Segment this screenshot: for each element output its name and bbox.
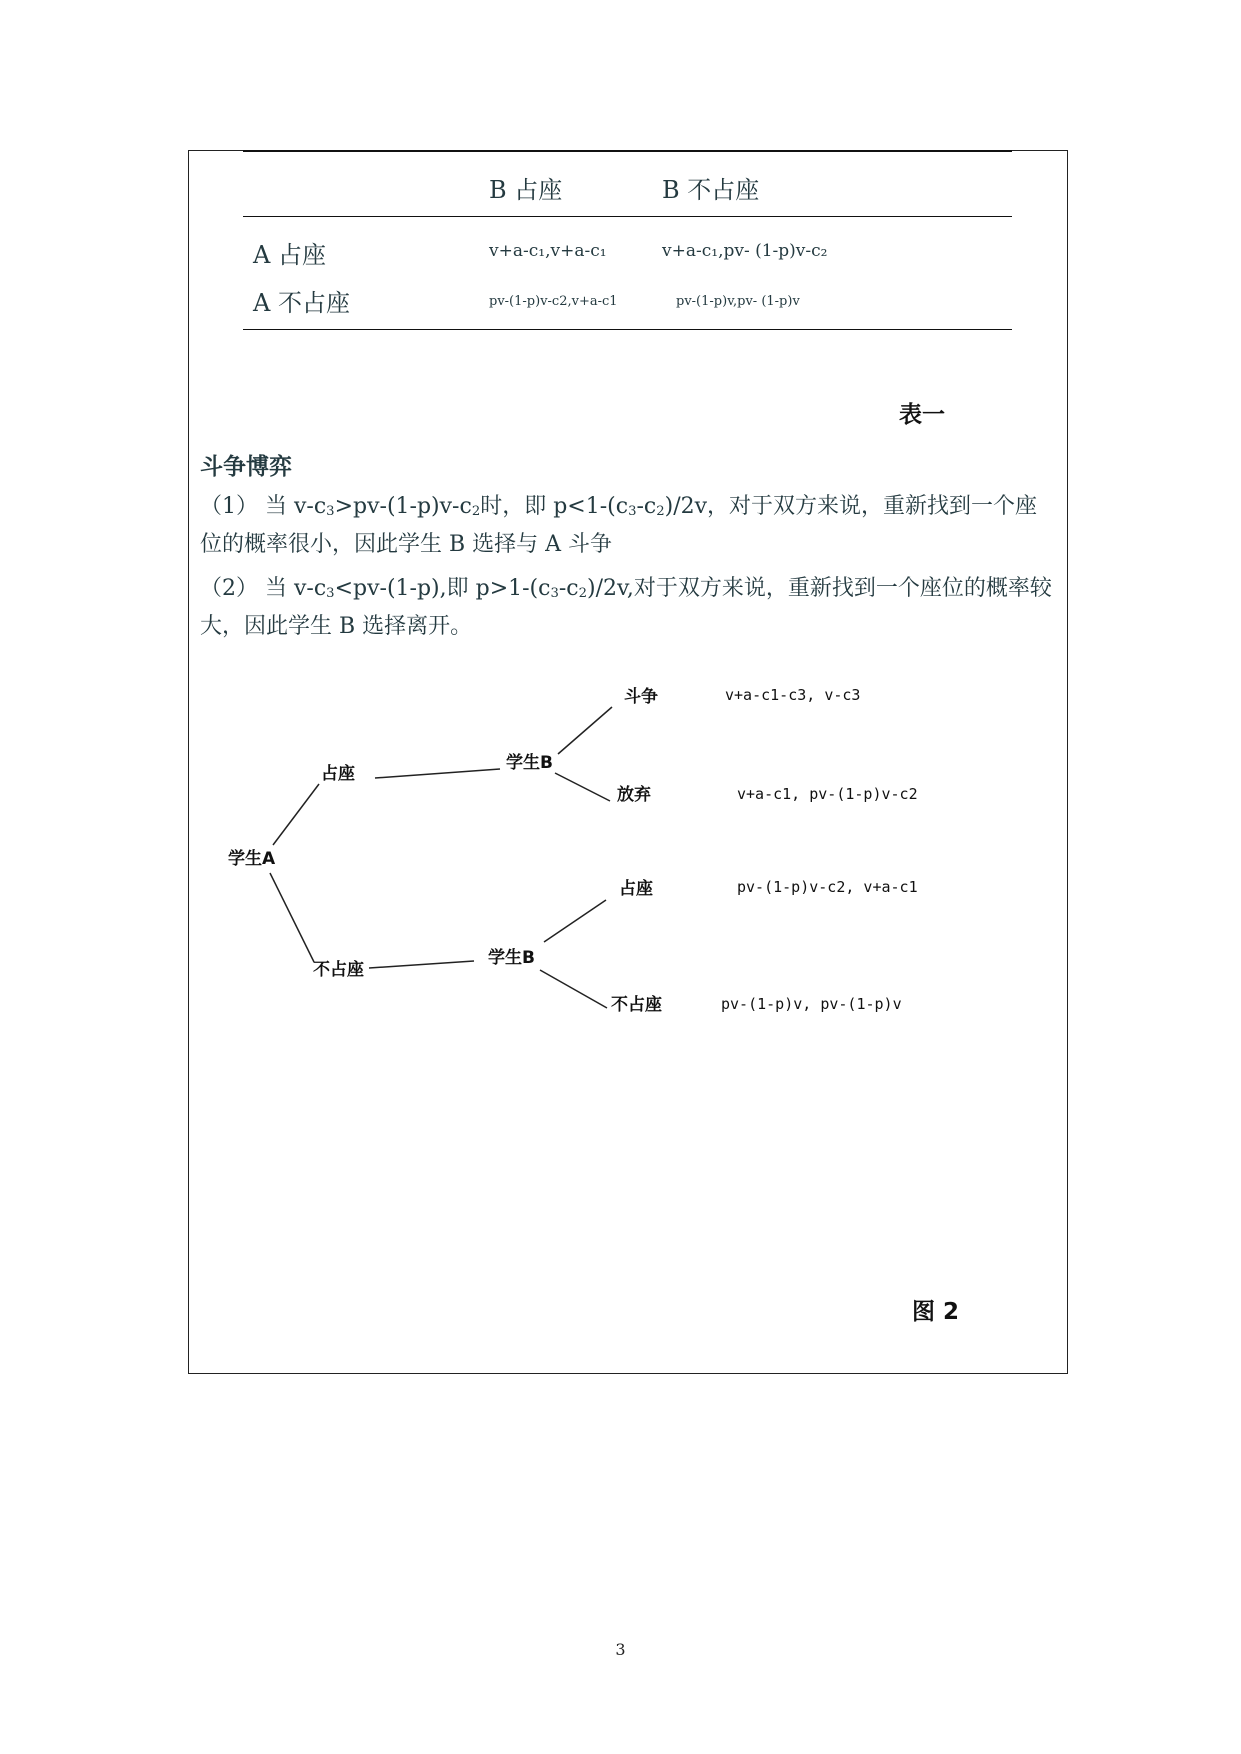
para1-mid2: 时，即 p<1-(c <box>480 494 629 519</box>
leaf-fight: 斗争 <box>624 687 658 707</box>
row-label-a-take: A 占座 <box>253 241 326 269</box>
para1-sub-d: 2 <box>656 504 665 519</box>
col-header-b-take: B 占座 <box>489 176 563 204</box>
content-frame <box>188 150 1068 1374</box>
cell-a-notake-b-take: pv-(1-p)v-c2,v+a-c1 <box>489 294 618 309</box>
para1-prefix: （1） 当 v-c <box>200 494 327 519</box>
para2-rest: )/2v,对于双方来说，重新找到一个座位的概率较大，因此学生 B 选择离开。 <box>200 576 1052 639</box>
table-bottom-rule <box>243 329 1012 330</box>
node-a-take: 占座 <box>321 764 355 784</box>
para1-sub-a: 3 <box>326 504 335 519</box>
payoff-fight: v+a-c1-c3, v-c3 <box>725 686 861 704</box>
para2-mid1: <pv-(1-p),即 p>1-(c <box>334 576 551 601</box>
paragraph-2 <box>200 572 1052 643</box>
row-label-a-notake: A 不占座 <box>253 289 350 317</box>
para1-mid1: >pv-(1-p)v-c <box>334 494 472 519</box>
para1-sub-b: 2 <box>471 504 481 519</box>
node-root: 学生A <box>228 849 276 869</box>
cell-a-take-b-notake: v+a-c₁,pv- (1-p)v-c₂ <box>662 241 828 261</box>
node-a-notake: 不占座 <box>313 960 364 980</box>
leaf-take: 占座 <box>619 879 653 899</box>
para1-sub-c: 3 <box>628 504 637 519</box>
page-number: 3 <box>615 1640 626 1659</box>
node-b-bottom: 学生B <box>488 948 535 968</box>
para2-sub-a: 3 <box>326 586 335 601</box>
leaf-give: 放弃 <box>617 785 651 805</box>
cell-a-notake-b-notake: pv-(1-p)v,pv- (1-p)v <box>676 294 800 309</box>
table-caption: 表一 <box>899 402 945 428</box>
figure-caption: 图 2 <box>912 1299 960 1325</box>
leaf-notake: 不占座 <box>611 995 662 1015</box>
payoff-notake: pv-(1-p)v, pv-(1-p)v <box>721 995 902 1013</box>
cell-a-take-b-take: v+a-c₁,v+a-c₁ <box>489 241 607 261</box>
payoff-take: pv-(1-p)v-c2, v+a-c1 <box>737 878 918 896</box>
para2-sub-b: 3 <box>550 586 559 601</box>
para1-rest: )/2v，对于双方来说，重新找到一个座位的概率很小，因此学生 B 选择与 A 斗争 <box>200 494 1038 557</box>
table-top-rule <box>243 150 1012 152</box>
para2-sub-c: 2 <box>578 586 588 601</box>
para2-prefix: （2） 当 v-c <box>200 576 327 601</box>
payoff-give: v+a-c1, pv-(1-p)v-c2 <box>737 785 918 803</box>
paragraph-1 <box>200 490 1052 561</box>
section-heading: 斗争博弈 <box>200 454 292 480</box>
para1-mid3: -c <box>636 494 657 519</box>
table-header-rule <box>243 216 1012 217</box>
node-b-top: 学生B <box>506 753 553 773</box>
para2-mid2: -c <box>558 576 579 601</box>
col-header-b-notake: B 不占座 <box>662 176 760 204</box>
